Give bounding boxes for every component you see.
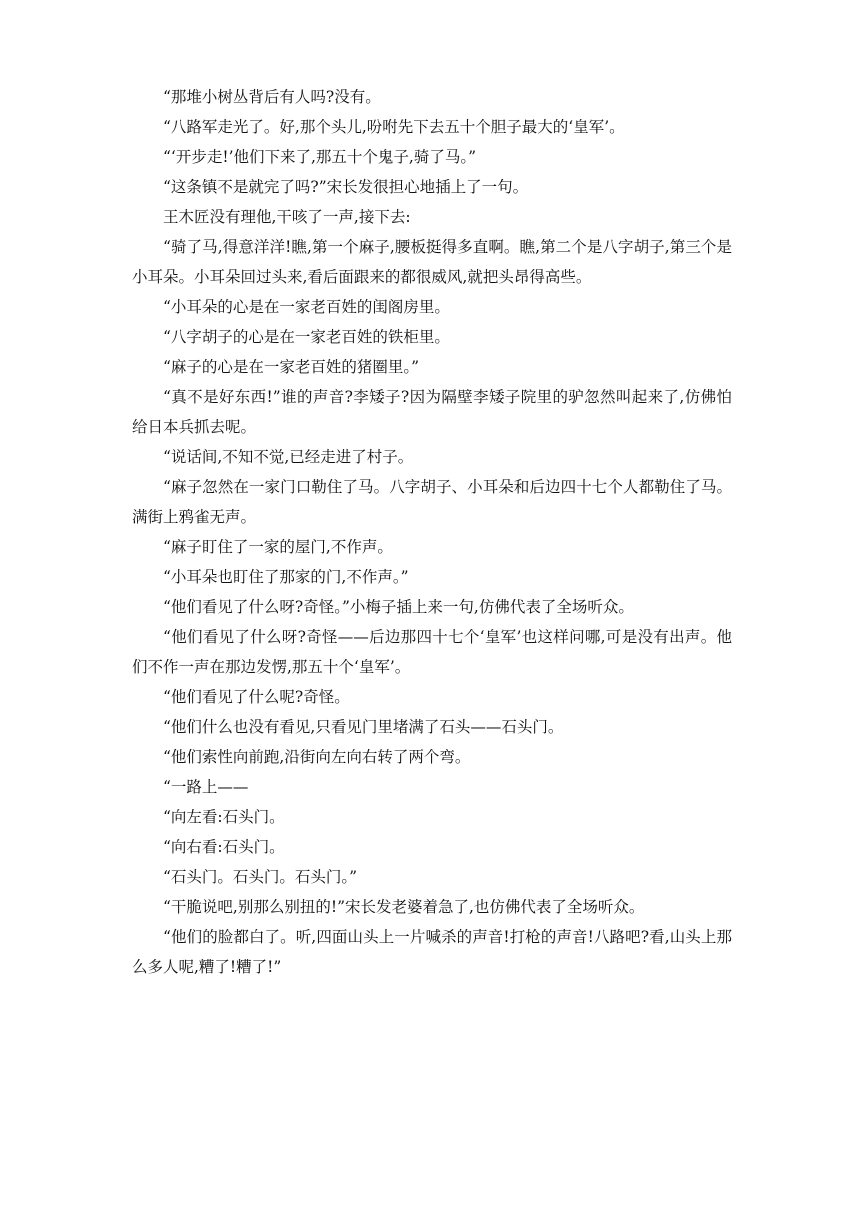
paragraph: “‘开步走!’他们下来了,那五十个鬼子,骑了马。” [163, 148, 477, 166]
paragraph: “这条镇不是就完了吗?”宋长发很担心地插上了一句。 [163, 178, 529, 196]
paragraph: “干脆说吧,别那么别扭的!”宋长发老婆着急了,也仿佛代表了全场听众。 [163, 898, 645, 916]
paragraph: 王木匠没有理他,干咳了一声,接下去: [163, 208, 411, 226]
paragraph: “他们看见了什么呀?奇怪。”小梅子插上来一句,仿佛代表了全场听众。 [163, 598, 634, 616]
paragraph: “向右看:石头门。 [163, 838, 285, 856]
paragraph: “一路上—— [163, 778, 249, 796]
paragraph: “麻子盯住了一家的屋门,不作声。 [163, 538, 393, 556]
paragraph: “石头门。石头门。石头门。” [163, 868, 358, 886]
paragraph: “那堆小树丛背后有人吗?没有。 [163, 88, 381, 106]
paragraph: “他们看见了什么呢?奇怪。 [163, 688, 350, 706]
paragraph: “他们什么也没有看见,只看见门里堵满了石头——石头门。 [163, 718, 564, 736]
paragraph: “小耳朵的心是在一家老百姓的闺阁房里。 [163, 298, 450, 316]
paragraph: “向左看:石头门。 [163, 808, 285, 826]
paragraph: “他们索性向前跑,沿街向左向右转了两个弯。 [163, 748, 471, 766]
paragraph: “麻子忽然在一家门口勒住了马。八字胡子、小耳朵和后边四十七个人都勒住了马。满街上鸦雀无声。 [132, 478, 732, 526]
paragraph: “真不是好东西!”谁的声音?李矮子?因为隔壁李矮子院里的驴忽然叫起来了,仿佛怕给日本兵抓去呢。 [132, 388, 732, 436]
paragraph: “他们看见了什么呀?奇怪——后边那四十七个‘皇军’也这样问哪,可是没有出声。他们不作一声在那边发愣,那五十个‘皇军’。 [132, 628, 732, 676]
paragraph: “小耳朵也盯住了那家的门,不作声。” [163, 568, 409, 586]
paragraph: “他们的脸都白了。听,四面山头上一片喊杀的声音!打枪的声音!八路吧?看,山头上那么多人呢,糟了!糟了!” [132, 928, 732, 976]
paragraph: “说话间,不知不觉,已经走进了村子。 [163, 448, 414, 466]
paragraph: “麻子的心是在一家老百姓的猪圈里。” [163, 358, 420, 376]
paragraph: “八路军走光了。好,那个头儿,吩咐先下去五十个胆子最大的‘皇军’。 [163, 118, 625, 136]
story-text [132, 82, 732, 982]
paragraph: “骑了马,得意洋洋!瞧,第一个麻子,腰板挺得多直啊。瞧,第二个是八字胡子,第三个是小耳朵。小耳朵回过头来,看后面跟来的都很威风,就把头昂得高些。 [132, 238, 732, 286]
paragraph: “八字胡子的心是在一家老百姓的铁柜里。 [163, 328, 450, 346]
